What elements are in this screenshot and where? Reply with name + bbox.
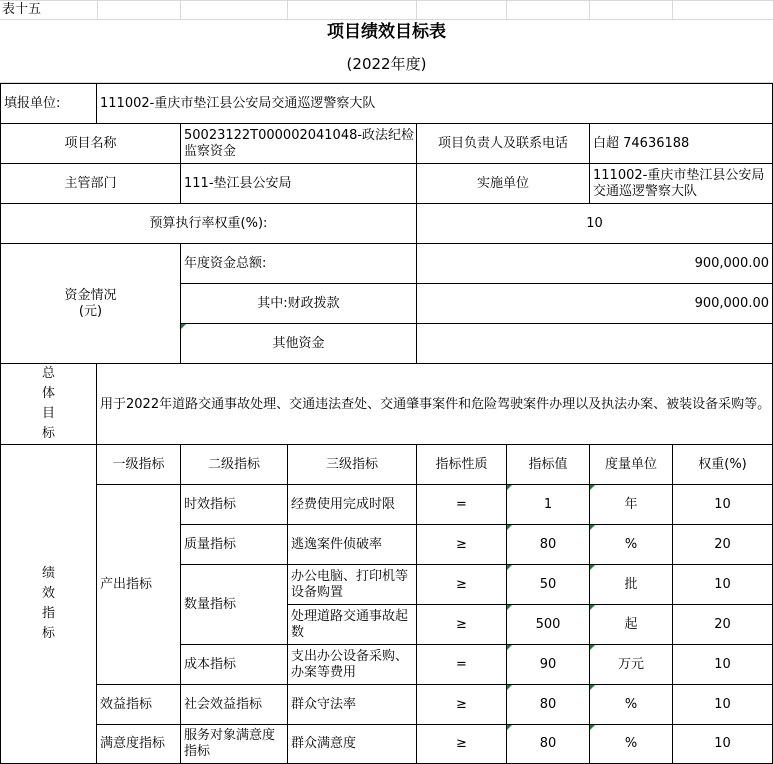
table-row-nature: = (416, 484, 507, 525)
comment-marker-icon (507, 525, 512, 530)
table-row-level3: 群众满意度 (287, 724, 417, 764)
level2-social: 社会效益指标 (180, 684, 288, 725)
overall-goal-text: 用于2022年道路交通事故处理、交通违法查处、交通肇事案件和危险驾驶案件办理以及执法办案、被装设备采购等。 (96, 363, 773, 445)
table-row-weight: 10 (672, 644, 773, 685)
project-name-label: 项目名称 (0, 123, 181, 164)
header-level3: 三级指标 (287, 444, 417, 485)
comment-marker-icon (590, 725, 595, 730)
funds-label (0, 243, 181, 364)
impl-unit-value: 111002-重庆市垫江县公安局交通巡逻警察大队 (589, 163, 773, 204)
table-row-nature: ≥ (416, 684, 507, 725)
filling-unit-value: 111002-重庆市垫江县公安局交通巡逻警察大队 (96, 83, 773, 124)
table-row-value: 80 (506, 684, 590, 725)
table-row-weight: 10 (672, 564, 773, 605)
header-value: 指标值 (506, 444, 590, 485)
funds-label-line2: (元) (78, 303, 103, 319)
level2-timeliness: 时效指标 (180, 484, 288, 525)
grid-line (180, 0, 181, 19)
grid-line (287, 0, 288, 19)
perf-char: 标 (41, 626, 55, 641)
funds-label-line1: 资金情况 (64, 287, 117, 303)
comment-marker-icon (507, 645, 512, 650)
budget-weight-value: 10 (416, 203, 773, 244)
table-row-value: 90 (506, 644, 590, 685)
table-row-weight: 10 (672, 684, 773, 725)
level2-cost: 成本指标 (180, 644, 288, 685)
header-nature: 指标性质 (416, 444, 507, 485)
perf-indicator-label (0, 444, 97, 764)
header-level2: 二级指标 (180, 444, 288, 485)
table-row-value: 500 (506, 604, 590, 645)
comment-marker-icon (507, 565, 512, 570)
table-row-weight: 20 (672, 604, 773, 645)
dept-value: 111-垫江县公安局 (180, 163, 417, 204)
project-name-value: 50023122T000002041048-政法纪检监察资金 (180, 123, 417, 164)
other-funds-value (416, 323, 773, 364)
dept-label: 主管部门 (0, 163, 181, 204)
table-row-unit: 起 (589, 604, 673, 645)
comment-marker-icon (590, 685, 595, 690)
annual-total-value: 900,000.00 (416, 243, 773, 284)
table-row-unit: % (589, 724, 673, 764)
header-weight: 权重(%) (672, 444, 773, 485)
page-title: 项目绩效目标表 (327, 22, 446, 42)
table-row-value: 50 (506, 564, 590, 605)
comment-marker-icon (590, 605, 595, 610)
perf-char: 指 (41, 606, 55, 621)
header-level1: 一级指标 (96, 444, 181, 485)
level2-service: 服务对象满意度指标 (180, 724, 288, 764)
filling-unit-label: 填报单位: (0, 83, 97, 124)
level1-output: 产出指标 (96, 484, 181, 685)
table-row-level3: 支出办公设备采购、办案等费用 (287, 644, 417, 685)
overall-goal-char: 体 (41, 386, 55, 401)
level1-satisfaction: 满意度指标 (96, 724, 181, 764)
overall-goal-char: 标 (41, 426, 55, 441)
table-row-weight: 10 (672, 484, 773, 525)
header-unit: 度量单位 (589, 444, 673, 485)
overall-goal-char: 目 (41, 406, 55, 421)
page-subtitle: (2022年度) (346, 55, 427, 73)
table-row-unit: 年 (589, 484, 673, 525)
table-row-weight: 20 (672, 524, 773, 565)
overall-goal-char: 总 (41, 366, 55, 381)
perf-char: 绩 (41, 566, 55, 581)
fiscal-value: 900,000.00 (416, 283, 773, 324)
budget-weight-label: 预算执行率权重(%): (0, 203, 417, 244)
comment-marker-icon (590, 565, 595, 570)
table-row-unit: % (589, 684, 673, 725)
table-row-level3: 办公电脑、打印机等设备购置 (287, 564, 417, 605)
impl-unit-label: 实施单位 (416, 163, 590, 204)
table-row-weight: 10 (672, 724, 773, 764)
table-row-nature: ≥ (416, 524, 507, 565)
table-row-unit: 批 (589, 564, 673, 605)
grid-line (97, 0, 98, 19)
comment-marker-icon (590, 485, 595, 490)
grid-line (0, 0, 773, 1)
comment-marker-icon (507, 725, 512, 730)
annual-total-label: 年度资金总额: (180, 243, 417, 284)
table-row-value: 80 (506, 524, 590, 565)
grid-line (416, 0, 417, 19)
level1-benefit: 效益指标 (96, 684, 181, 725)
table-row-level3: 群众守法率 (287, 684, 417, 725)
table-row-level3: 处理道路交通事故起数 (287, 604, 417, 645)
comment-marker-icon (590, 525, 595, 530)
comment-marker-icon (507, 485, 512, 490)
table-row-nature: = (416, 644, 507, 685)
project-leader-label: 项目负责人及联系电话 (416, 123, 590, 164)
table-row-level3: 逃逸案件侦破率 (287, 524, 417, 565)
table-row-nature: ≥ (416, 564, 507, 605)
level2-quantity: 数量指标 (180, 564, 288, 645)
table-row-unit: % (589, 524, 673, 565)
comment-marker-icon (507, 605, 512, 610)
project-leader-value: 白超 74636188 (589, 123, 773, 164)
corner-label: 表十五 (2, 2, 42, 17)
comment-marker-icon (507, 685, 512, 690)
comment-marker-icon (590, 645, 595, 650)
comment-marker-icon (181, 324, 186, 329)
perf-char: 效 (41, 586, 55, 601)
grid-line (506, 0, 507, 19)
table-row-value: 1 (506, 484, 590, 525)
fiscal-label: 其中:财政拨款 (180, 283, 417, 324)
table-row-level3: 经费使用完成时限 (287, 484, 417, 525)
other-funds-label: 其他资金 (180, 323, 417, 364)
table-row-unit: 万元 (589, 644, 673, 685)
table-row-value: 80 (506, 724, 590, 764)
grid-line (672, 0, 673, 19)
level2-quality: 质量指标 (180, 524, 288, 565)
overall-goal-label (0, 363, 97, 445)
grid-line (589, 0, 590, 19)
table-row-nature: ≥ (416, 724, 507, 764)
table-row-nature: ≥ (416, 604, 507, 645)
